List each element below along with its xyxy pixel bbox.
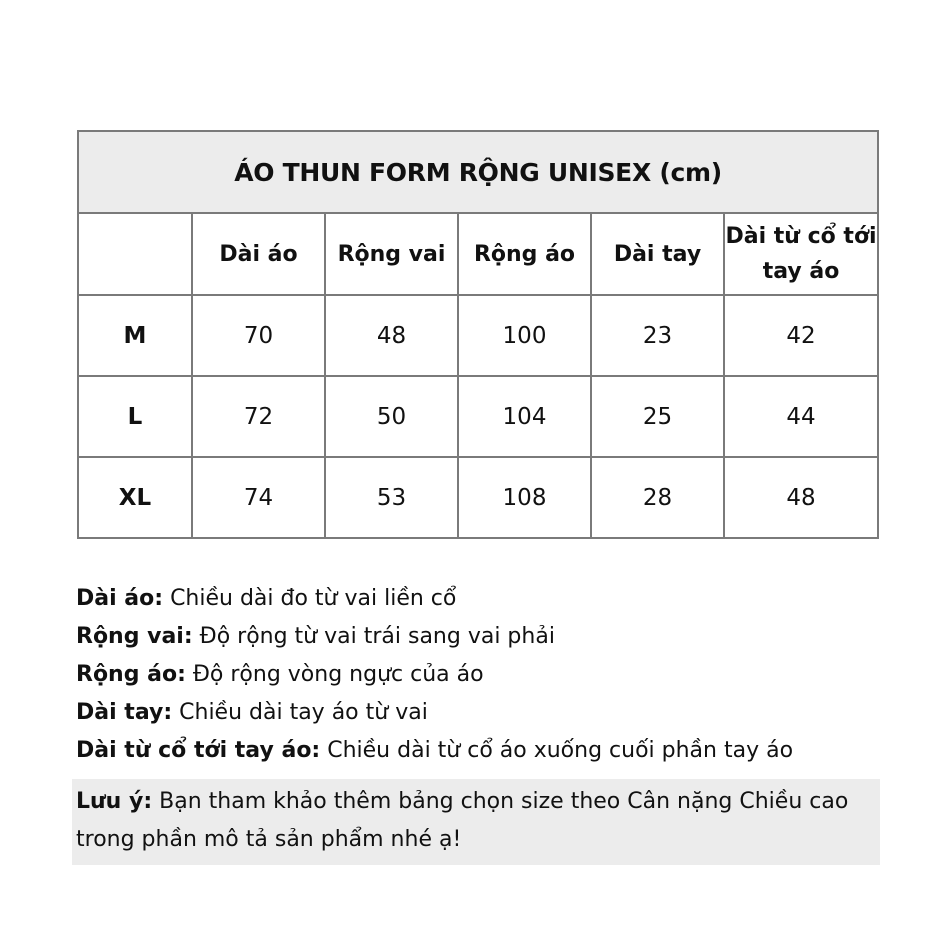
header-dai-ao: Dài áo bbox=[192, 213, 325, 295]
header-rong-ao: Rộng áo bbox=[458, 213, 591, 295]
table-cell: 50 bbox=[325, 376, 458, 457]
note-description: Chiều dài đo từ vai liền cổ bbox=[163, 586, 457, 611]
note-rong-vai bbox=[76, 618, 896, 656]
table-cell: 25 bbox=[591, 376, 724, 457]
table-cell: 100 bbox=[458, 295, 591, 376]
table-cell: 72 bbox=[192, 376, 325, 457]
table-row bbox=[78, 295, 878, 376]
note-description: Độ rộng từ vai trái sang vai phải bbox=[192, 624, 555, 649]
reminder-description: Bạn tham khảo thêm bảng chọn size theo Cân nặng Chiều cao trong phần mô tả sản phẩm nhé ạ! bbox=[76, 789, 849, 852]
table-row bbox=[78, 457, 878, 538]
reminder-term: Lưu ý: bbox=[76, 789, 153, 814]
table-row bbox=[78, 376, 878, 457]
table-cell: 44 bbox=[724, 376, 878, 457]
table-cell: 104 bbox=[458, 376, 591, 457]
header-dai-tu-co-toi-tay-ao: Dài từ cổ tới tay áo bbox=[724, 213, 878, 295]
measurement-notes bbox=[76, 580, 896, 770]
table-cell: 70 bbox=[192, 295, 325, 376]
size-label: M bbox=[78, 295, 192, 376]
table-cell: 28 bbox=[591, 457, 724, 538]
table-cell: 48 bbox=[724, 457, 878, 538]
table-title-row bbox=[78, 131, 878, 213]
note-description: Độ rộng vòng ngực của áo bbox=[185, 662, 484, 687]
note-term: Dài áo: bbox=[76, 586, 164, 611]
table-cell: 53 bbox=[325, 457, 458, 538]
table-title: ÁO THUN FORM RỘNG UNISEX (cm) bbox=[78, 131, 878, 213]
table-cell: 23 bbox=[591, 295, 724, 376]
table-header-row bbox=[78, 213, 878, 295]
table-cell: 48 bbox=[325, 295, 458, 376]
table-cell: 42 bbox=[724, 295, 878, 376]
header-rong-vai: Rộng vai bbox=[325, 213, 458, 295]
header-dai-tay: Dài tay bbox=[591, 213, 724, 295]
reminder-box bbox=[72, 779, 880, 865]
table-cell: 108 bbox=[458, 457, 591, 538]
note-term: Dài tay: bbox=[76, 700, 173, 725]
size-chart-table bbox=[77, 130, 879, 539]
size-label: L bbox=[78, 376, 192, 457]
note-description: Chiều dài tay áo từ vai bbox=[172, 700, 428, 725]
note-dai-tu-co-toi-tay-ao bbox=[76, 732, 896, 770]
note-dai-ao bbox=[76, 580, 896, 618]
note-description: Chiều dài từ cổ áo xuống cuối phần tay áo bbox=[320, 738, 794, 763]
note-term: Rộng áo: bbox=[76, 662, 186, 687]
note-term: Dài từ cổ tới tay áo: bbox=[76, 738, 321, 763]
note-dai-tay bbox=[76, 694, 896, 732]
size-label: XL bbox=[78, 457, 192, 538]
header-empty-cell bbox=[78, 213, 192, 295]
table-cell: 74 bbox=[192, 457, 325, 538]
note-rong-ao bbox=[76, 656, 896, 694]
note-term: Rộng vai: bbox=[76, 624, 193, 649]
